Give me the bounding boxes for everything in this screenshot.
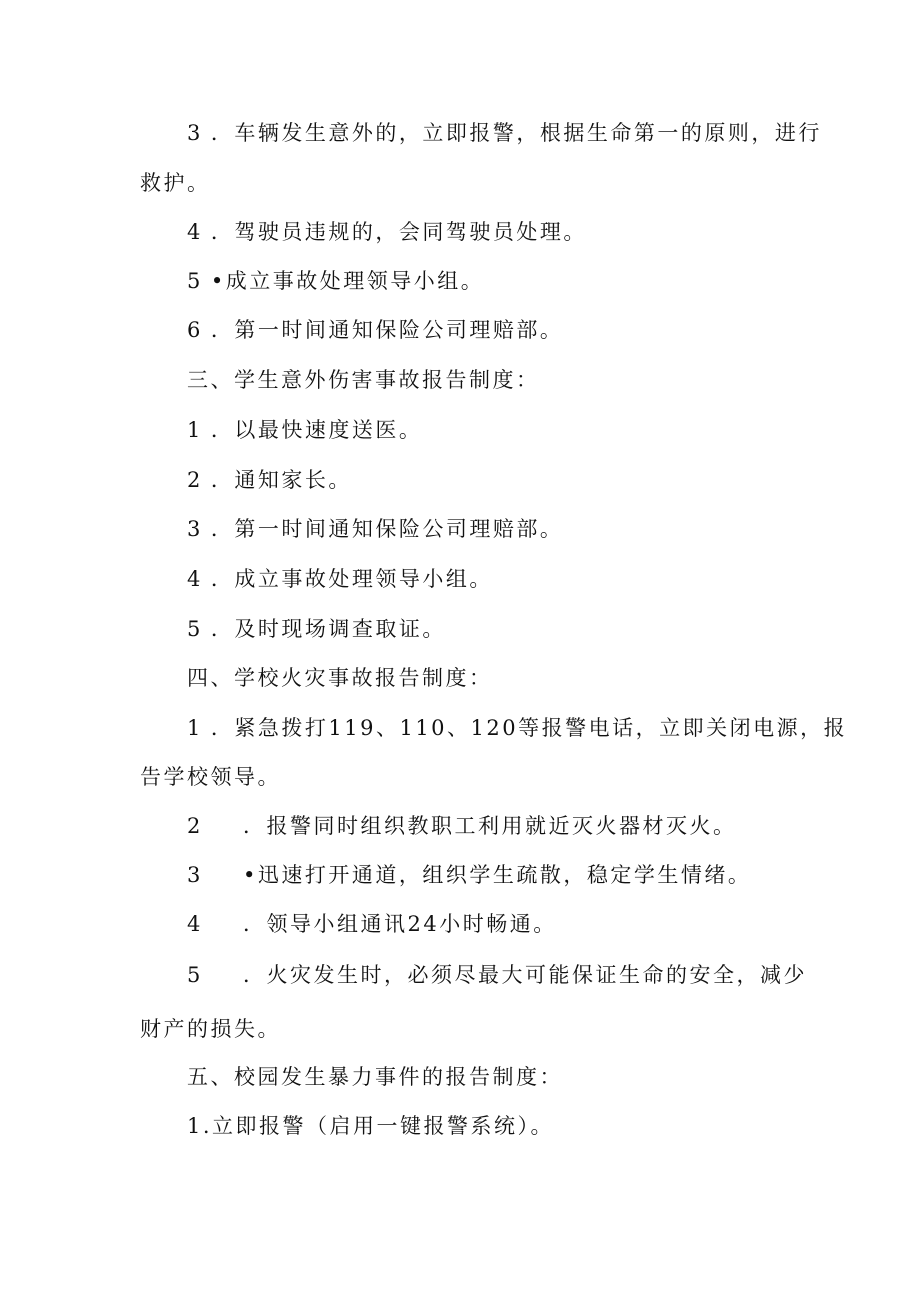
item-number: 2	[187, 814, 203, 838]
item-number: 2	[187, 468, 203, 492]
section-title: 五、校园发生暴力事件的报告制度：	[187, 1065, 563, 1089]
section-heading-3	[187, 365, 540, 395]
item-text: ．车辆发生意外的，立即报警，根据生命第一的原则，进行	[210, 121, 822, 145]
section-title: 三、学生意外伤害事故报告制度：	[187, 368, 540, 392]
item-text: 财产的损失。	[140, 1017, 281, 1041]
item-text: ．第一时间通知保险公司理赔部。	[210, 318, 564, 342]
paragraph-vehicle-4	[187, 217, 587, 247]
item-text: ．领导小组通讯24小时畅通。	[243, 912, 557, 936]
section-heading-5	[187, 1062, 563, 1092]
paragraph-fire-2	[187, 811, 737, 841]
item-text: ．成立事故处理领导小组。	[210, 567, 493, 591]
paragraph-vehicle-3	[187, 118, 822, 148]
item-number: 4	[187, 567, 203, 591]
paragraph-fire-3	[187, 860, 751, 890]
paragraph-continuation	[140, 168, 211, 198]
item-text: 告学校领导。	[140, 765, 281, 789]
item-text: ．报警同时组织教职工利用就近灭火器材灭火。	[243, 814, 737, 838]
item-number: 1	[187, 716, 203, 740]
item-text: ．第一时间通知保险公司理赔部。	[210, 517, 564, 541]
item-number: 5	[187, 269, 203, 293]
paragraph-continuation	[140, 762, 281, 792]
item-number: 3	[187, 121, 203, 145]
paragraph-student-1	[187, 415, 422, 445]
paragraph-student-3	[187, 514, 563, 544]
item-text: ．及时现场调查取证。	[210, 617, 446, 641]
paragraph-student-4	[187, 564, 493, 594]
item-number: 5	[187, 617, 203, 641]
section-heading-4	[187, 663, 493, 693]
section-title: 四、学校火灾事故报告制度：	[187, 666, 493, 690]
item-text: ．通知家长。	[210, 468, 352, 492]
paragraph-continuation	[140, 1014, 281, 1044]
item-text: 救护。	[140, 171, 211, 195]
item-text: •迅速打开通道，组织学生疏散，稳定学生情绪。	[243, 863, 752, 887]
paragraph-violence-1	[187, 1111, 554, 1141]
item-number: 4	[187, 912, 203, 936]
item-text: ．火灾发生时，必须尽最大可能保证生命的安全，减少	[243, 963, 807, 987]
item-text: •成立事故处理领导小组。	[210, 269, 485, 293]
paragraph-student-2	[187, 465, 352, 495]
item-number: 1	[187, 418, 203, 442]
paragraph-vehicle-6	[187, 315, 563, 345]
item-text: ．紧急拨打119、110、120等报警电话，立即关闭电源，报	[210, 716, 848, 740]
paragraph-student-5	[187, 614, 446, 644]
item-number: 5	[187, 963, 203, 987]
item-text: ．驾驶员违规的，会同驾驶员处理。	[210, 220, 587, 244]
paragraph-fire-4	[187, 909, 557, 939]
item-number: 4	[187, 220, 203, 244]
paragraph-fire-1	[187, 713, 847, 743]
item-number: 3	[187, 517, 203, 541]
item-text: ．以最快速度送医。	[210, 418, 423, 442]
item-number: 6	[187, 318, 203, 342]
item-number: 3	[187, 863, 203, 887]
paragraph-fire-5	[187, 960, 807, 990]
item-text: 1.立即报警（启用一键报警系统）。	[187, 1114, 555, 1138]
paragraph-vehicle-5	[187, 266, 484, 296]
